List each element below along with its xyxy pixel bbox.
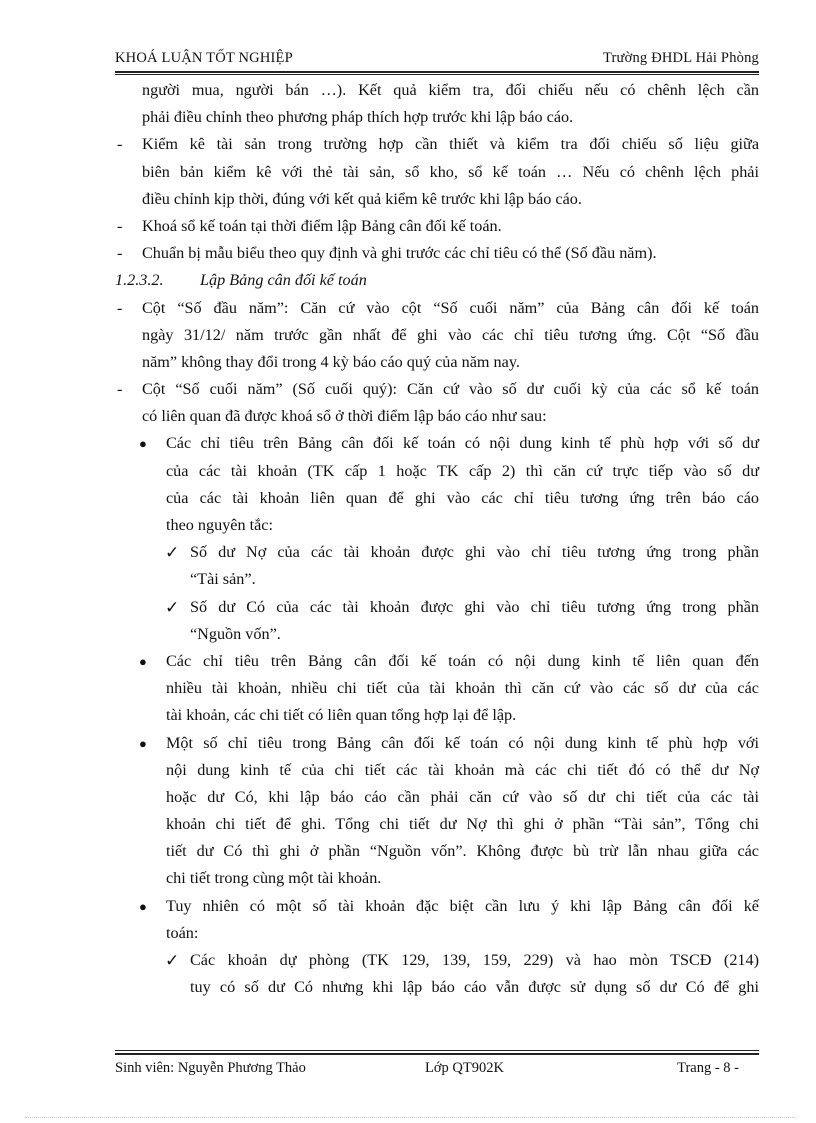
bullet-list-item [115,893,759,920]
text-line: tuy có số dư Có nhưng khi lập báo cáo vẫn được sử dụng số dư Có để ghi [190,978,759,997]
text-line: theo nguyên tắc: [166,516,273,534]
dash-marker: - [117,216,123,235]
text-line: Các chỉ tiêu trên Bảng cân đối kế toán có nội dung kinh tế liên quan đến [166,651,759,670]
dash-marker: - [117,135,123,154]
text-line: biên bản kiểm kê với thẻ tài sản, sổ kho, sổ kế toán … Nếu có chênh lệch phải [142,162,759,181]
dash-list-item [115,376,759,403]
text-line: tài khoản, các chi tiết có liên quan tổng hợp lại để lập. [166,706,517,725]
footer-page-number: Trang - 8 - [677,1060,739,1076]
dash-list-item [115,131,759,158]
dash-list-item [115,240,759,267]
dash-list-item [115,295,759,322]
section-title: Lập Bảng cân đối kế toán [200,271,367,290]
text-line: hoặc dư Có, khi lập báo cáo cần phải căn cứ vào số dư chi tiết của các tài [166,787,759,806]
footer-class: Lớp QT902K [425,1060,504,1076]
bullet-marker: ● [139,436,147,452]
text-line: khoản chi tiết để ghi. Tổng chi tiết dư Nợ thì ghi ở phần “Tài sản”, Tổng chi [166,815,759,834]
bullet-list-item [115,430,759,457]
dash-marker: - [117,244,123,263]
body-text [115,77,759,1001]
text-line: Số dư Nợ của các tài khoản được ghi vào chỉ tiêu tương ứng trong phần [190,543,759,562]
text-line: nhiều tài khoản, nhiều chi tiết của tài khoản thì căn cứ vào các số dư của các [166,679,759,698]
header-rule [115,71,759,73]
header-rule-thin [115,74,759,75]
text-line: Chuẩn bị mẫu biểu theo quy định và ghi trước các chỉ tiêu có thể (Số đầu năm). [142,244,657,263]
text-line: Các khoản dự phòng (TK 129, 139, 159, 229) và hao mòn TSCĐ (214) [190,951,759,969]
text-line: chi tiết trong cùng một tài khoản. [166,869,382,888]
text-line: Tuy nhiên có một số tài khoản đặc biệt cần lưu ý khi lập Bảng cân đối kế [166,896,759,915]
footer-rule [115,1053,759,1055]
text-line: Các chỉ tiêu trên Bảng cân đối kế toán có nội dung kinh tế phù hợp với số dư [166,434,759,453]
page-footer [115,1058,759,1078]
text-line: người mua, người bán …). Kết quả kiểm tra, đối chiếu nếu có chênh lệch cần [142,81,759,99]
text-line: “Nguồn vốn”. [190,624,281,643]
text-line: có liên quan đã được khoá sổ ở thời điểm lập báo cáo như sau: [142,407,547,426]
text-line: Cột “Số cuối năm” (Số cuối quý): Căn cứ vào số dư cuối kỳ của các sổ kế toán [142,380,759,399]
checkmark-icon: ✓ [165,951,180,970]
bullet-marker: ● [139,898,147,914]
check-list-item [115,594,759,621]
page-header [115,50,759,67]
text-line: Kiểm kê tài sản trong trường hợp cần thiết và kiểm tra đối chiếu số liệu giữa [142,135,759,154]
text-line: phải điều chỉnh theo phương pháp thích hợp trước khi lập báo cáo. [142,108,574,127]
checkmark-icon: ✓ [165,543,180,563]
text-line: năm” không thay đổi trong 4 kỳ báo cáo quý của năm nay. [142,352,520,371]
bullet-marker: ● [139,653,147,669]
dash-marker: - [117,298,123,317]
text-line: Khoá sổ kế toán tại thời điểm lập Bảng cân đối kế toán. [142,216,502,235]
text-line: toán: [166,923,199,942]
check-list-item [115,947,759,974]
section-number: 1.2.3.2. [115,271,164,290]
bullet-list-item [115,648,759,675]
header-university: Trường ĐHDL Hải Phòng [602,50,759,66]
text-line: của các tài khoản liên quan để ghi vào các chỉ tiêu tương ứng trên báo cáo [166,488,759,507]
text-line: điều chỉnh kịp thời, đúng với kết quả kiểm kê trước khi lập báo cáo. [142,189,582,208]
section-heading [115,267,759,294]
bullet-list-item [115,730,759,757]
page-edge-divider [25,1117,795,1118]
text-line: “Tài sản”. [190,570,256,589]
footer-rule-thin [115,1050,759,1051]
text-line: Cột “Số đầu năm”: Căn cứ vào cột “Số cuối năm” của Bảng cân đối kế toán [142,298,759,317]
bullet-marker: ● [139,735,147,751]
footer-student-name: Sinh viên: Nguyễn Phương Thảo [115,1060,306,1076]
dash-list-item [115,213,759,240]
text-line: tiết dư Có thì ghi ở phần “Nguồn vốn”. Không được bù trừ lẫn nhau giữa các [166,842,759,861]
text-line: Một số chỉ tiêu trong Bảng cân đối kế toán có nội dung kinh tế phù hợp với [166,733,759,752]
text-line: ngày 31/12/ năm trước gần nhất để ghi vào các chỉ tiêu tương ứng. Cột “Số đầu [142,325,759,344]
check-list-item [115,539,759,566]
text-line: của các tài khoản (TK cấp 1 hoặc TK cấp 2) thì căn cứ trực tiếp vào số dư [166,461,759,480]
dash-marker: - [117,380,123,399]
header-thesis-title: KHOÁ LUẬN TỐT NGHIỆP [115,50,293,66]
checkmark-icon: ✓ [165,597,180,617]
text-line: nội dung kinh tế của chi tiết các tài khoản mà các chi tiết đó có thể dư Nợ [166,760,759,779]
text-line: Số dư Có của các tài khoản được ghi vào chỉ tiêu tương ứng trong phần [190,597,759,616]
